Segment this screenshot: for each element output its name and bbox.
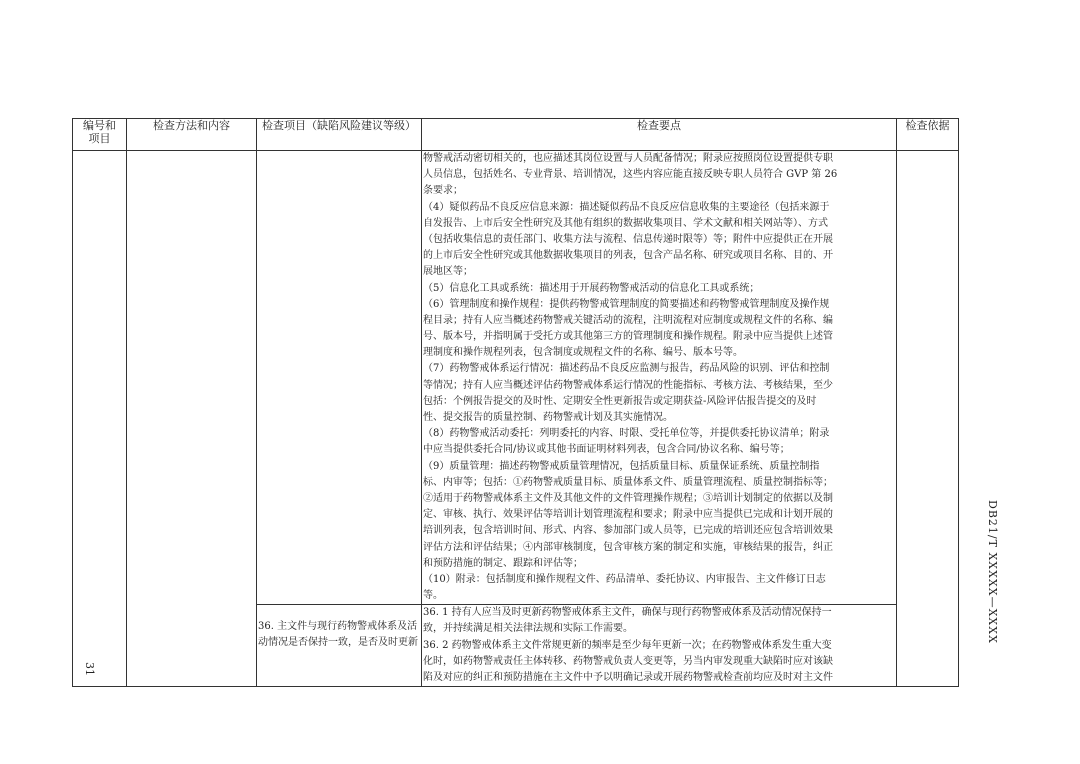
text-line: 包括：个例报告提交的及时性、定期安全性更新报告或定期获益-风险评估报告提交的及时 [423,395,817,407]
cell-id-empty [73,151,127,687]
text-line: （4）疑似药品不良反应信息来源：描述疑似药品不良反应信息收集的主要途径（包括来源于 [423,201,830,213]
standard-identifier: DB21/T XXXXX—XXXX [986,500,999,644]
header-key-points: 检查要点 [422,119,897,151]
header-method-content: 检查方法和内容 [127,119,257,151]
text-line: （10）附录：包括制度和操作规程文件、药品清单、委托协议、内审报告、主文件修订日志 [423,573,826,585]
header-check-item: 检查项目（缺陷风险建议等级） [257,119,422,151]
text-line: 理制度和操作规程列表，包含制度或规程文件的名称、编号、版本号等。 [423,347,743,359]
text-line: 程目录；持有人应当概述药物警戒关键活动的流程，注明流程对应制度或规程文件的名称、编 [423,314,833,326]
text-line: 36. 1 持有人应当及时更新药物警戒体系主文件，确保与现行药物警戒体系及活动情况保持一 [423,607,832,619]
text-line: 化时，如药物警戒责任主体转移、药物警戒负责人变更等，另当内审发现重大缺陷时应对该缺 [423,655,833,667]
text-line: 等。 [423,590,443,602]
text-line: 人员信息，包括姓名、专业背景、培训情况，这些内容应能直接反映专职人员符合 GVP 第 26 [423,169,838,181]
text-line: 培训列表，包含培训时间、形式、内容、参加部门或人员等，已完成的培训还应包含培训效果 [423,525,833,537]
text-line: 和预防措施的制定、跟踪和评估等； [423,557,583,569]
header-basis: 检查依据 [897,119,959,151]
text-line: 中应当提供委托合同/协议或其他书面证明材料列表，包含合同/协议名称、编号等； [423,444,790,456]
text-line: （8）药物警戒活动委托：列明委托的内容、时限、受托单位等，并提供委托协议清单；附录 [423,428,830,440]
text-line: 致，并持续满足相关法律法规和实际工作需要。 [423,623,633,635]
text-line: （7）药物警戒体系运行情况：描述药品不良反应监测与报告，药品风险的识别、评估和控制 [423,363,830,375]
text-line: 号、版本号，并指明属于受托方或其他第三方的管理制度和操作规程。附录中应当提供上述管 [423,331,833,343]
inspection-table [72,118,959,687]
cell-item-empty [257,151,422,605]
text-line: （9）质量管理：描述药物警戒质量管理情况，包括质量目标、质量保证系统、质量控制指 [423,460,820,472]
cell-item-36: 36. 主文件与现行药物警戒体系及活动情况是否保持一致，是否及时更新 [257,605,422,687]
table-header-row [73,119,959,151]
table-row [73,151,959,605]
text-line: 等情况；持有人应当概述评估药物警戒体系运行情况的性能指标、考核方法、考核结果，至少 [423,379,833,391]
cell-basis-empty [897,151,959,687]
text-line: 性、提交报告的质量控制、药物警戒计划及其实施情况。 [423,412,673,423]
text-line: 自发报告、上市后安全性研究及其他有组织的数据收集项目、学术文献和相关网站等）、方式 [423,217,828,229]
text-line: ②适用于药物警戒体系主文件及其他文件的文件管理操作规程；③培训计划制定的依据以及制 [423,492,833,504]
text-line: 物警戒活动密切相关的，也应描述其岗位设置与人员配备情况；附录应按照岗位设置提供专职 [423,153,833,164]
text-line: 条要求； [423,185,463,197]
cell-method-empty [127,151,257,687]
text-line: 陷及对应的纠正和预防措施在主文件中予以明确记录或开展药物警戒检查前均应及时对主文件 [423,672,833,683]
text-line: 展地区等； [423,266,473,278]
header-id-item: 编号和项目 [73,119,127,151]
text-line: 36. 2 药物警戒体系主文件常规更新的频率是至少每年更新一次；在药物警戒体系发生重大变 [423,639,832,651]
text-line: 定、审核、执行、效果评估等培训计划管理流程和要求；附录中应当提供已完成和计划开展的 [423,509,833,521]
cell-key-points-36 [422,605,897,687]
text-line: 评估方法和评估结果；④内部审核制度，包含审核方案的制定和实施，审核结果的报告，纠正 [423,541,833,553]
cell-key-points-continued [422,151,897,605]
text-line: （包括收集信息的责任部门、收集方法与流程、信息传递时限等）等；附件中应提供正在开展 [423,233,833,245]
text-line: 的上市后安全性研究或其他数据收集项目的列表，包含产品名称、研究或项目名称、目的、开 [423,250,833,262]
text-line: 标、内审等；包括：①药物警戒质量目标、质量体系文件、质量管理流程、质量控制指标等； [423,476,833,488]
text-line: （5）信息化工具或系统：描述用于开展药物警戒活动的信息化工具或系统； [423,282,760,294]
page-number: 31 [83,662,96,676]
text-line: （6）管理制度和操作规程：提供药物警戒管理制度的简要描述和药物警戒管理制度及操作规 [423,298,830,310]
